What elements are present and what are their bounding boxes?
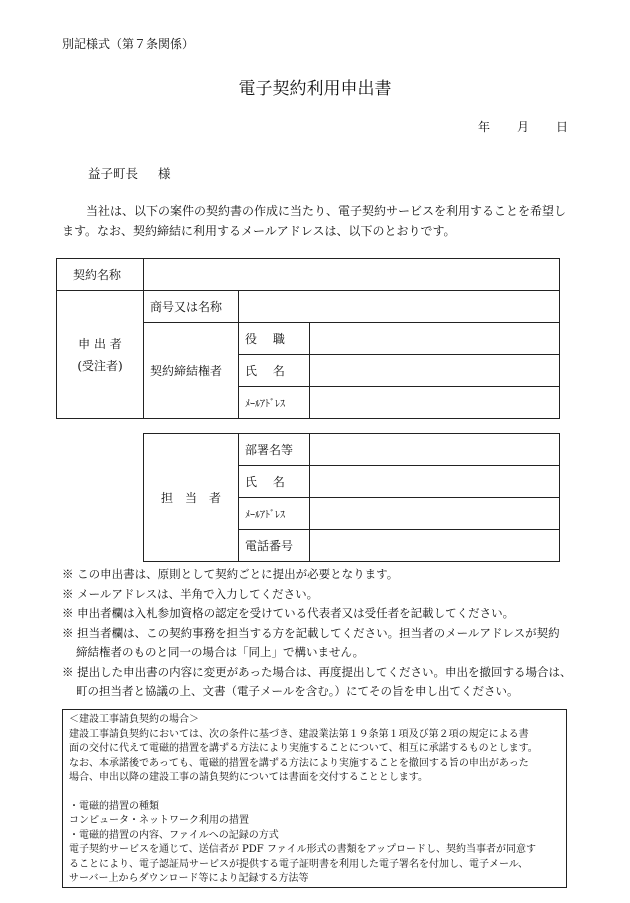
signatory-name-label: 氏 名 <box>239 355 310 387</box>
intro-line: ます。なお、契約締結に利用するメールアドレスは、以下のとおりです。 <box>62 224 456 238</box>
department-label: 部署名等 <box>239 434 310 466</box>
note-item: ※ 提出した申出書の内容に変更があった場合は、再度提出してください。申出を撤回する場合は、 <box>62 664 572 679</box>
intro-paragraph <box>62 201 572 241</box>
signatory-name-field[interactable] <box>310 355 560 387</box>
measure-content-line: 電子契約サービスを通じて、送信者が PDF ファイル形式の書類をアップロードし、契約当事者が同意す <box>69 844 536 855</box>
construction-contract-box <box>62 709 567 888</box>
date-month-label: 月 <box>517 120 530 134</box>
contact-table <box>143 433 560 562</box>
signatory-email-label: ﾒｰﾙｱﾄﾞﾚｽ <box>239 387 310 419</box>
construction-box-line: なお、本承諾後であっても、電磁的措置を講ずる方法により実施することを撤回する旨の申出があった <box>69 757 529 769</box>
construction-box-line: 面の交付に代えて電磁的措置を講ずる方法により実施することについて、相互に承諾するものとします。 <box>69 743 538 754</box>
contract-name-label: 契約名称 <box>57 259 144 291</box>
applicant-sub-label: (受注者) <box>77 358 123 373</box>
construction-box-line: 場合、申出以降の建設工事の請負契約については書面を交付することとします。 <box>69 772 428 783</box>
measure-content-heading: ・電磁的措置の内容、ファイルへの記録の方式 <box>69 829 279 841</box>
signatory-email-field[interactable] <box>310 387 560 419</box>
addressee-honorific: 様 <box>158 166 171 181</box>
signatory-label: 契約締結権者 <box>144 323 239 419</box>
company-name-field[interactable] <box>239 291 560 323</box>
note-item: ※ 申出者欄は入札参加資格の認定を受けている代表者又は受任者を記載してください。 <box>62 606 515 620</box>
contact-label: 担 当 者 <box>144 434 239 562</box>
department-field[interactable] <box>310 434 560 466</box>
contact-email-label: ﾒｰﾙｱﾄﾞﾚｽ <box>239 498 310 530</box>
form-label: 別記様式（第７条関係） <box>62 37 195 51</box>
spacer <box>69 786 560 800</box>
intro-line: 当社は、以下の案件の契約書の作成に当たり、電子契約サービスを利用することを希望し <box>86 204 567 218</box>
applicant-table <box>56 258 560 419</box>
contact-email-field[interactable] <box>310 498 560 530</box>
applicant-cell <box>57 291 144 419</box>
phone-field[interactable] <box>310 530 560 562</box>
measure-content-line: ることにより、電子認証局サービスが提供する電子証明書を利用した電子署名を付加し、電子メール、 <box>69 858 528 870</box>
addressee-name: 益子町長 <box>88 166 139 181</box>
contract-name-field[interactable] <box>144 259 560 291</box>
note-item: ※ メールアドレスは、半角で入力してください。 <box>62 586 319 601</box>
date-day-label: 日 <box>556 120 569 134</box>
signatory-role-label: 役 職 <box>239 323 310 355</box>
note-item: ※ この申出書は、原則として契約ごとに提出が必要となります。 <box>62 567 399 581</box>
company-name-label: 商号又は名称 <box>144 291 239 323</box>
note-item: ※ 担当者欄は、この契約事務を担当する方を記載してください。担当者のメールアドレスが契約 <box>62 625 560 640</box>
signatory-role-field[interactable] <box>310 323 560 355</box>
construction-box-line: 建設工事請負契約においては、次の条件に基づき、建設業法第１９条第１項及び第２項の規定による書 <box>69 728 529 740</box>
measure-content-line: サーバー上からダウンロード等により記録する方法等 <box>69 873 309 884</box>
construction-box-heading: ＜建設工事請負契約の場合＞ <box>69 714 199 725</box>
phone-label: 電話番号 <box>239 530 310 562</box>
notes-list <box>62 565 582 702</box>
note-item-continuation: 締結権者のものと同一の場合は「同上」で構いません。 <box>76 645 365 659</box>
addressee <box>88 164 171 182</box>
page-title: 電子契約利用申出書 <box>238 79 392 99</box>
contact-name-label: 氏 名 <box>239 466 310 498</box>
measure-type-heading: ・電磁的措置の種類 <box>69 800 159 812</box>
applicant-label: 申 出 者 <box>78 336 122 351</box>
note-item-continuation: 町の担当者と協議の上、文書（電子メールを含む。）にてその旨を申し出てください。 <box>76 684 519 698</box>
contact-name-field[interactable] <box>310 466 560 498</box>
date-year-label: 年 <box>478 120 491 134</box>
measure-type: コンピュータ・ネットワーク利用の措置 <box>69 815 249 826</box>
